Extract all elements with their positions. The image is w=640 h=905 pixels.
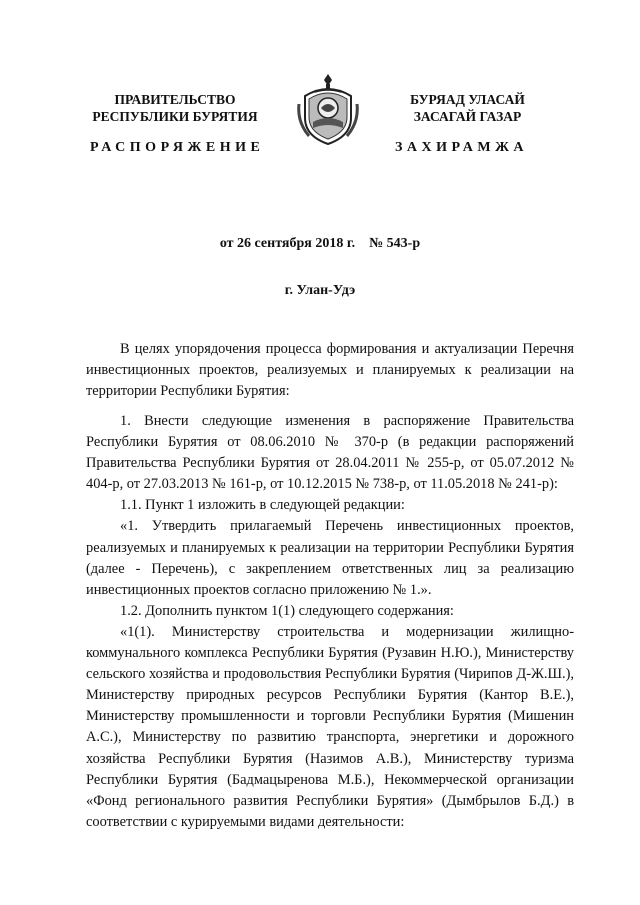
item-1-2: 1.2. Дополнить пунктом 1(1) следующего содержания:	[120, 602, 454, 619]
header-left-line1: ПРАВИТЕЛЬСТВО	[114, 92, 236, 107]
coat-of-arms-icon	[295, 70, 361, 148]
item-1-1-text: «1. Утвердить прилагаемый Перечень инвестиционных проектов, реализуемых и планируемых к реализации на территории Республики Бурятия (далее - Перечень), с закреплением ответственных лиц за реализацию инвестиционных проектов согласно приложению № 1.».	[86, 518, 574, 598]
order-title-ru: РАСПОРЯЖЕНИЕ	[90, 140, 265, 155]
header-right-line2: ЗАСАГАЙ ГАЗАР	[413, 109, 522, 124]
document-dateline	[0, 236, 640, 252]
item-1-2-text: «1(1). Министерству строительства и модернизации жилищно-коммунального комплекса Республики Бурятия (Рузавин Н.Ю.), Министерству сельского хозяйства и продовольствия Республики Бурятия (Чирипов Д-Ж.Ш.), Министерству природных ресурсов Республики Бурятия (Кантор В.Е.), Министерству промышленности и торговли Республики Бурятия (Мишенин А.С.), Министерству по развитию транспорта, энергетики и дорожного хозяйства Республики Бурятия (Назимов А.В.), Министерству туризма Республики Бурятия (Бадмацыренова М.Б.), Некоммерческой организации «Фонд регионального развития Республики Бурятия» (Дымбрылов Б.Д.) в соответствии с курируемыми видами деятельности:	[86, 623, 574, 830]
document-number: № 543-р	[369, 236, 421, 251]
order-title-bua: ЗАХИРАМЖА	[395, 140, 529, 155]
main-body	[86, 411, 574, 833]
header-left-block	[60, 91, 290, 125]
header-right-line1: БУРЯАД УЛАСАЙ	[410, 92, 525, 107]
document-city: г. Улан-Удэ	[284, 283, 356, 298]
header-left-line2: РЕСПУБЛИКИ БУРЯТИЯ	[92, 109, 258, 124]
header-right-block	[360, 91, 575, 125]
intro-paragraph	[86, 339, 574, 402]
document-date: от 26 сентября 2018 г.	[219, 236, 356, 251]
item-1: 1. Внести следующие изменения в распоряжение Правительства Республики Бурятия от 08.06.2010 № 370-р (в редакции распоряжений Правительства Республики Бурятия от 28.04.2011 № 255-р, от 05.07.2012 № 404-р, от 27.03.2013 № 161-р, от 10.12.2015 № 738-р, от 11.05.2018 № 241-р):	[86, 413, 574, 493]
intro-text: В целях упорядочения процесса формирования и актуализации Перечня инвестиционных проектов, реализуемых и планируемых к реализации на территории Республики Бурятия:	[86, 341, 574, 400]
item-1-1: 1.1. Пункт 1 изложить в следующей редакции:	[120, 497, 405, 514]
